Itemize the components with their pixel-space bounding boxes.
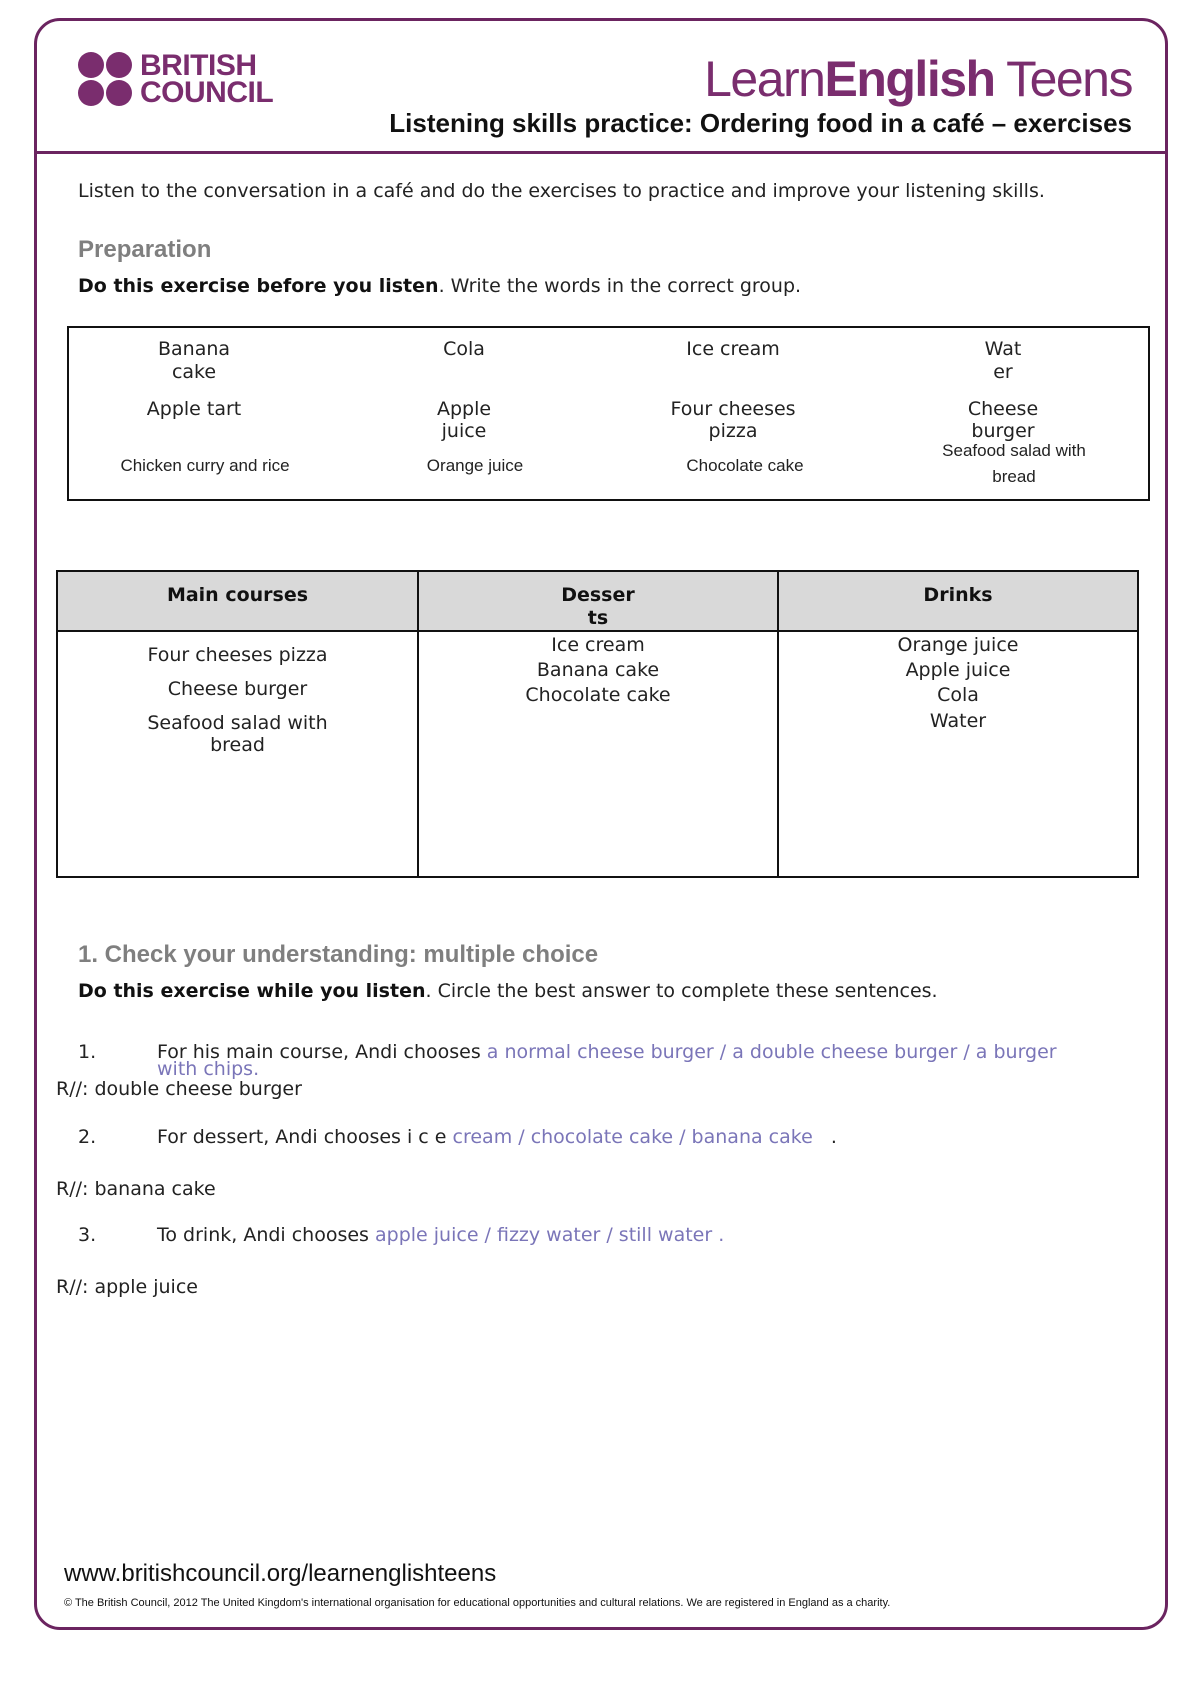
word-ice-cream: Ice cream [686, 338, 780, 360]
le-logo-teens: Teens [994, 51, 1132, 107]
word-apple-tart: Apple tart [146, 398, 242, 420]
word-water: Wat er [984, 338, 1022, 383]
main-item-2: Cheese burger [167, 678, 308, 700]
desserts-header: Desser ts [419, 572, 777, 632]
le-logo-learn: Learn [704, 51, 825, 107]
check-instruction-bold: Do this exercise while you listen [78, 980, 426, 1002]
question-2-stem: For dessert, Andi chooses i c e [157, 1126, 453, 1148]
check-instruction-rest: . Circle the best answer to complete these sentences. [425, 980, 938, 1002]
question-1-options: a normal cheese burger / a double cheese burger / a burger [486, 1041, 1057, 1063]
word-apple-juice: Apple juice [436, 398, 492, 442]
british-council-dots-icon [78, 52, 132, 106]
question-3-number: 3. [78, 1224, 97, 1246]
footer-copyright: © The British Council, 2012 The United Kingdom's international organisation for educational opportunities and cultural relations. We are registered in England as a charity. [64, 1597, 891, 1609]
main-courses-header: Main courses [58, 572, 417, 632]
british-council-logo [78, 49, 274, 109]
drink-item-3: Cola [937, 684, 979, 706]
word-chicken-curry: Chicken curry and rice [120, 456, 290, 475]
drink-item-2: Apple juice [905, 659, 1011, 681]
question-2 [157, 1126, 837, 1148]
question-1-stem: For his main course, Andi chooses [157, 1041, 487, 1063]
word-bank-box [67, 326, 1150, 501]
bc-logo-line1: BRITISH [140, 49, 257, 82]
main-item-4: bread [210, 734, 265, 756]
preparation-instruction-rest: . Write the words in the correct group. [438, 275, 802, 297]
desserts-column [419, 572, 777, 876]
question-1-options-continued: with chips. [157, 1058, 260, 1080]
question-2-number: 2. [78, 1126, 97, 1148]
question-1 [157, 1041, 1057, 1063]
word-cola: Cola [443, 338, 485, 360]
word-cheese-burger: Cheese burger [967, 398, 1039, 442]
dessert-item-3: Chocolate cake [525, 684, 671, 706]
drinks-column [779, 572, 1137, 876]
question-2-trail: . [812, 1126, 837, 1148]
bc-logo-line2: COUNCIL [140, 76, 274, 109]
answer-1: R//: double cheese burger [56, 1078, 302, 1100]
word-four-cheeses-pizza: Four cheeses pizza [670, 398, 796, 442]
intro-text: Listen to the conversation in a café and do the exercises to practice and improve your listening skills. [78, 180, 1045, 202]
question-3 [157, 1224, 724, 1246]
drink-item-4: Water [929, 710, 987, 732]
main-item-3: Seafood salad with [147, 712, 328, 734]
question-3-options: apple juice / fizzy water / still water . [375, 1224, 725, 1246]
le-logo-english: English [824, 51, 995, 107]
question-3-stem: To drink, Andi chooses [157, 1224, 375, 1246]
question-1-number: 1. [78, 1041, 97, 1063]
food-groups-table [56, 570, 1139, 878]
drinks-header: Drinks [779, 572, 1137, 632]
word-seafood-salad: Seafood salad with bread [942, 441, 1086, 486]
document-title: Listening skills practice: Ordering food in a café – exercises [389, 108, 1132, 138]
main-item-1: Four cheeses pizza [147, 644, 328, 666]
dessert-item-2: Banana cake [536, 659, 660, 681]
preparation-instruction [78, 275, 801, 297]
dessert-item-1: Ice cream [551, 634, 645, 656]
main-courses-column [58, 572, 417, 876]
word-chocolate-cake: Chocolate cake [686, 456, 804, 475]
learnenglish-teens-logo [704, 50, 1132, 108]
question-2-options: cream / chocolate cake / banana cake [452, 1126, 813, 1148]
drink-item-1: Orange juice [897, 634, 1019, 656]
check-understanding-heading: 1. Check your understanding: multiple choice [78, 941, 599, 968]
footer-url: www.britishcouncil.org/learnenglishteens [64, 1560, 497, 1587]
answer-3: R//: apple juice [56, 1276, 198, 1298]
preparation-heading: Preparation [78, 236, 212, 263]
preparation-instruction-bold: Do this exercise before you listen [78, 275, 439, 297]
word-banana-cake: Banana cake [157, 338, 231, 383]
check-instruction [78, 980, 938, 1002]
answer-2: R//: banana cake [56, 1178, 216, 1200]
header-divider [34, 151, 1168, 154]
word-orange-juice: Orange juice [426, 456, 524, 475]
